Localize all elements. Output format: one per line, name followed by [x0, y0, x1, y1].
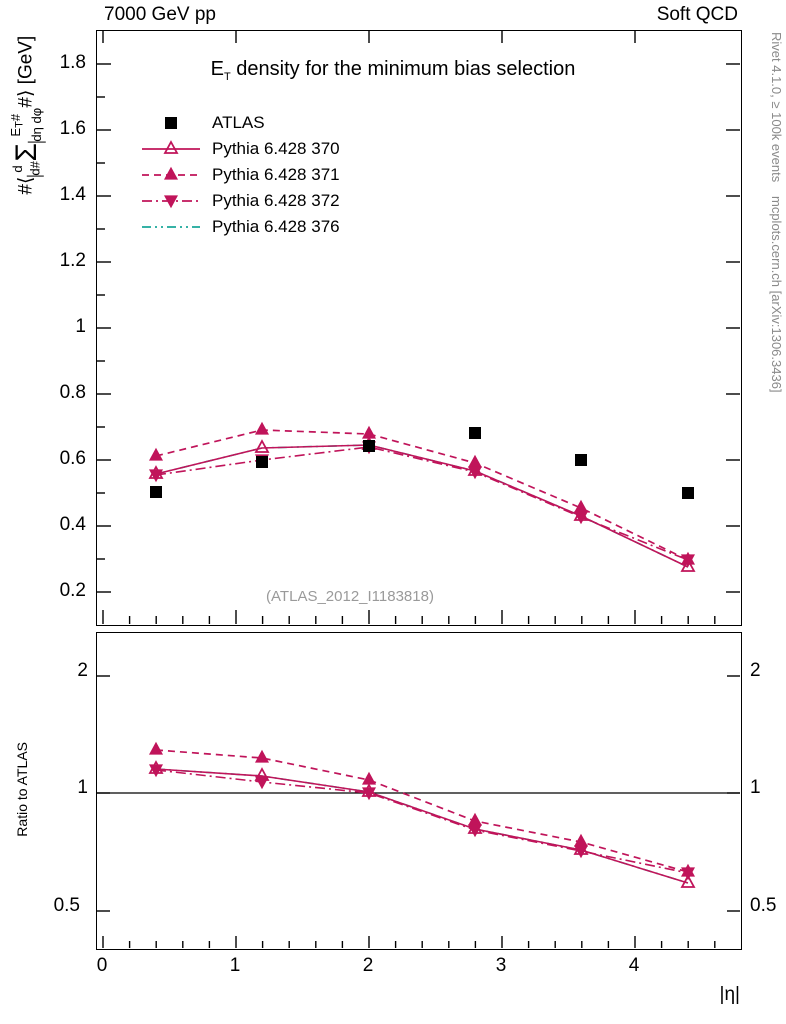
header-process-label: Soft QCD: [656, 4, 738, 25]
series-line-372: [156, 447, 688, 560]
legend-label-376: Pythia 6.428 376: [212, 217, 340, 236]
ratio-line-376: [156, 769, 688, 883]
ratio-line-372: [156, 770, 688, 873]
ytick-0.6: 0.6: [59, 448, 86, 469]
ytick-0.8: 0.8: [59, 382, 86, 403]
ratio-ytick-1-left: 1: [77, 777, 88, 798]
ratio-ytick-0.5-left: 0.5: [53, 895, 80, 916]
ylabel-frac-num: d: [9, 165, 25, 173]
line-dashdot-triangle-down-icon: [140, 191, 202, 211]
ylabel-et: $E_T\#$: [8, 113, 26, 137]
ylabel-frac-den: d#: [27, 161, 43, 176]
legend-label-372: Pythia 6.428 372: [212, 191, 340, 210]
ytick-1.6: 1.6: [59, 118, 86, 139]
ylabel-frac2-den: dη dφ: [29, 107, 45, 142]
analysis-id-watermark: (ATLAS_2012_I1183818): [266, 588, 434, 605]
header-beam-label: 7000 GeV pp: [104, 4, 216, 25]
legend-label-atlas: ATLAS: [212, 113, 265, 132]
legend: [140, 110, 340, 240]
xtick-3: 3: [495, 955, 507, 976]
rivet-version-note: Rivet 4.1.0, ≥ 100k events: [769, 32, 784, 183]
ytick-1.2: 1.2: [59, 250, 86, 271]
ytick-0.4: 0.4: [59, 514, 86, 535]
xtick-0: 0: [96, 955, 108, 976]
xtick-4: 4: [628, 955, 640, 976]
arxiv-note: mcplots.cern.ch [arXiv:1306.3436]: [769, 196, 784, 393]
legend-item-372: [140, 188, 340, 214]
plot-title-rest: density for the minimum bias selection: [230, 58, 576, 80]
series-line-371: [156, 430, 688, 560]
series-markers-371: [150, 423, 694, 564]
line-dashed-triangle-filled-icon: [140, 165, 202, 185]
ratio-ytick-1-right: 1: [750, 777, 761, 798]
ratio-markers-370: [150, 762, 694, 887]
ytick-1: 1: [75, 316, 86, 337]
ylabel-fraction-d-dphi: [9, 161, 44, 176]
ylabel-pre: #⟨: [15, 176, 37, 195]
square-marker-icon: [140, 113, 202, 133]
legend-item-atlas: [140, 110, 340, 136]
plot-title-et: E: [210, 58, 224, 80]
ratio-ytick-0.5-right: 0.5: [750, 895, 777, 916]
series-markers-372: [150, 442, 694, 566]
legend-label-371: Pythia 6.428 371: [212, 165, 340, 184]
ylabel-sigma: Σ: [9, 142, 43, 162]
ratio-ytick-2-left: 2: [77, 660, 88, 681]
ratio-ticks: [97, 676, 740, 948]
xtick-1: 1: [229, 955, 241, 976]
x-axis-title: |η|: [719, 984, 740, 1005]
ytick-1.4: 1.4: [59, 184, 86, 205]
plot-title: [0, 58, 786, 83]
ytick-1.8: 1.8: [59, 52, 86, 73]
ratio-y-axis-label: Ratio to ATLAS: [14, 742, 30, 837]
legend-item-370: [140, 136, 340, 162]
ratio-plot-frame: [96, 632, 742, 950]
ylabel-post: #⟩ [GeV]: [15, 36, 37, 108]
legend-label-370: Pythia 6.428 370: [212, 139, 340, 158]
ratio-markers-372: [150, 765, 694, 879]
ratio-markers-371: [150, 743, 694, 876]
ratio-line-370: [156, 769, 688, 883]
ratio-plot-canvas: [97, 633, 740, 948]
line-solid-triangle-open-icon: [140, 139, 202, 159]
ratio-ytick-2-right: 2: [750, 660, 761, 681]
line-dashdotdot-icon: [140, 217, 202, 237]
ytick-0.2: 0.2: [59, 580, 86, 601]
legend-item-376: [140, 214, 340, 240]
xtick-2: 2: [362, 955, 374, 976]
legend-item-371: [140, 162, 340, 188]
plot-title-sub: T: [224, 71, 231, 83]
